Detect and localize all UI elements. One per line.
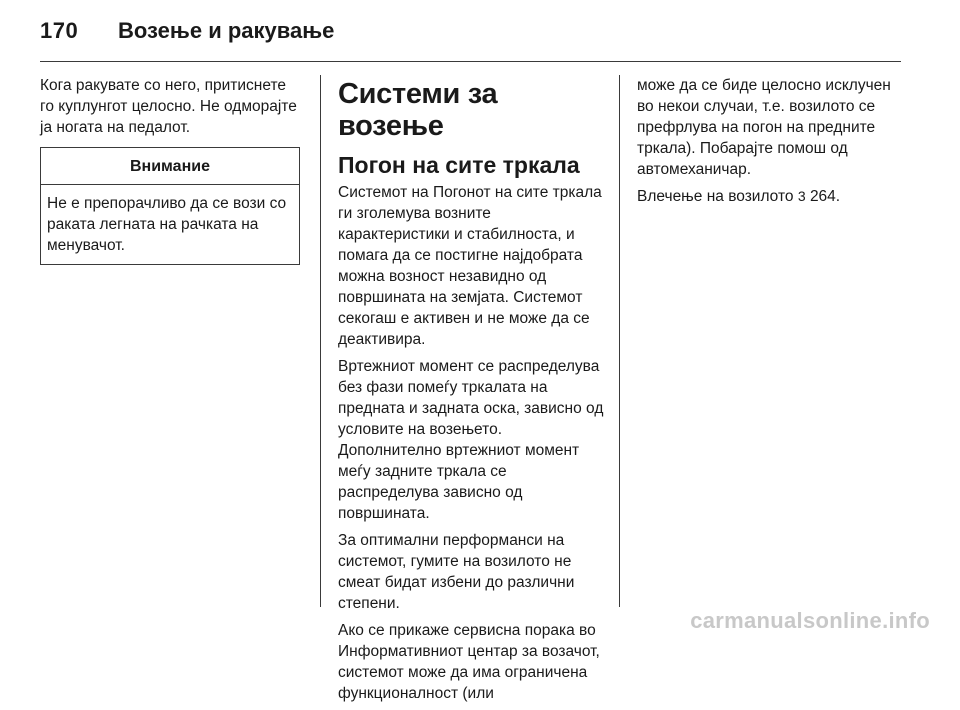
body-paragraph: Вртежниот момент се распределува без фази помеѓу тркалата на предната и задната оска, зависно од условите на возењето. Дополнително вртежниот момент меѓу задните тркала се распределува зависно од површината.	[338, 358, 604, 522]
column-1	[40, 75, 302, 265]
reference-text: Влечење на возилото	[637, 188, 794, 205]
cross-reference[interactable]	[637, 186, 903, 207]
warning-box	[40, 147, 300, 265]
page-number: 170	[40, 18, 79, 43]
warning-title: Внимание	[41, 148, 299, 185]
warning-text: Не е препорачливо да се вози со раката легната на рачката на менувачот.	[47, 195, 287, 254]
body-paragraph: Системот на Погонот на сите тркала ги зголемува возните карактеристики и стабилноста, и помага да се постигне најдобрата можна возност незавидно од површината на земјата. Системот секогаш е активен и не може да се деактивира.	[338, 184, 602, 348]
body-paragraph: Ако се прикаже сервисна порака во Информативниот центар за возачот, системот може да има ограничена функционалност (или	[338, 622, 600, 702]
reference-page: 264.	[809, 188, 841, 205]
body-paragraph: За оптимални перформанси на системот, гумите на возилото не смеат бидат избени до различни степени.	[338, 532, 575, 612]
watermark: carmanualsonline.info	[690, 608, 930, 633]
body-paragraph: може да се биде целосно исклучен во некои случаи, т.е. возилото се префрлува на погон на предните тркала). Побарајте помош од автомеханичар.	[637, 77, 891, 178]
column-2	[338, 78, 606, 710]
header-divider	[40, 61, 901, 62]
column-divider-2	[619, 75, 620, 607]
column-3	[637, 75, 903, 213]
page-header-title: Возење и ракување	[118, 18, 335, 43]
section-title: Системи за возење	[338, 78, 498, 142]
subsection-title: Погон на сите тркала	[338, 152, 580, 178]
page-reference-icon: 3	[797, 188, 806, 204]
column-divider-1	[320, 75, 321, 607]
intro-paragraph: Кога ракувате со него, притиснете го куплунгот целосно. Не одморајте ја ногата на педалот.	[40, 77, 297, 136]
